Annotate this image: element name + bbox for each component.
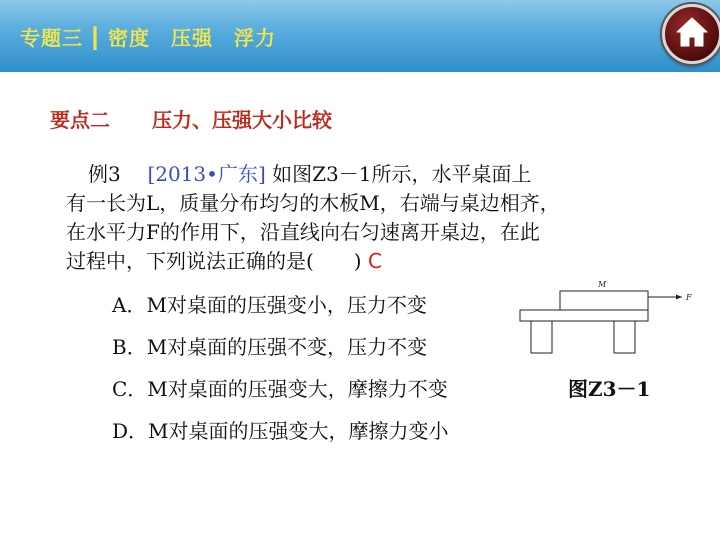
section-label: 要点二 xyxy=(50,108,110,132)
options-list xyxy=(112,290,449,458)
header-separator: ┃ xyxy=(89,26,103,50)
question-line-3: 在水平力F的作用下，沿直线向右匀速离开桌边，在此 xyxy=(66,220,540,244)
option-a[interactable]: A．M对桌面的压强变小，压力不变 xyxy=(112,293,427,317)
question-number: 例3 xyxy=(88,162,121,186)
force-arrowhead xyxy=(676,295,682,300)
table-leg-left xyxy=(531,321,552,353)
figure-caption: 图Z3－1 xyxy=(568,377,651,401)
header-title xyxy=(20,22,276,51)
option-b[interactable]: B．M对桌面的压强不变，压力不变 xyxy=(112,335,428,359)
option-c[interactable]: C．M对桌面的压强变大，摩擦力不变 xyxy=(112,377,448,401)
topic-label: 专题三 xyxy=(20,26,83,50)
figure-diagram xyxy=(510,280,710,360)
section-title xyxy=(50,104,332,133)
question-text-4: 过程中，下列说法正确的是( ) xyxy=(66,249,362,273)
section-heading: 压力、压强大小比较 xyxy=(152,108,332,132)
force-label: F xyxy=(686,293,692,302)
table-top xyxy=(520,310,648,321)
board-label: M xyxy=(598,280,607,289)
answer-label: C xyxy=(367,249,382,273)
option-d[interactable]: D．M对桌面的压强变大，摩擦力变小 xyxy=(112,419,449,443)
header-bar xyxy=(0,0,720,72)
table-leg-right xyxy=(614,321,635,353)
question-line-2: 有一长为L，质量分布均匀的木板M，右端与桌边相齐， xyxy=(66,191,560,215)
question-text-1: 如图Z3－1所示，水平桌面上 xyxy=(272,162,532,186)
question-line-1 xyxy=(66,160,656,189)
board-m xyxy=(560,291,648,310)
question-source: [2013•广东] xyxy=(147,162,266,186)
topic-subtitle: 密度 压强 浮力 xyxy=(108,26,277,50)
question-block xyxy=(66,160,656,276)
home-button[interactable] xyxy=(662,4,720,64)
question-line-4 xyxy=(66,247,656,276)
home-icon xyxy=(674,15,710,49)
